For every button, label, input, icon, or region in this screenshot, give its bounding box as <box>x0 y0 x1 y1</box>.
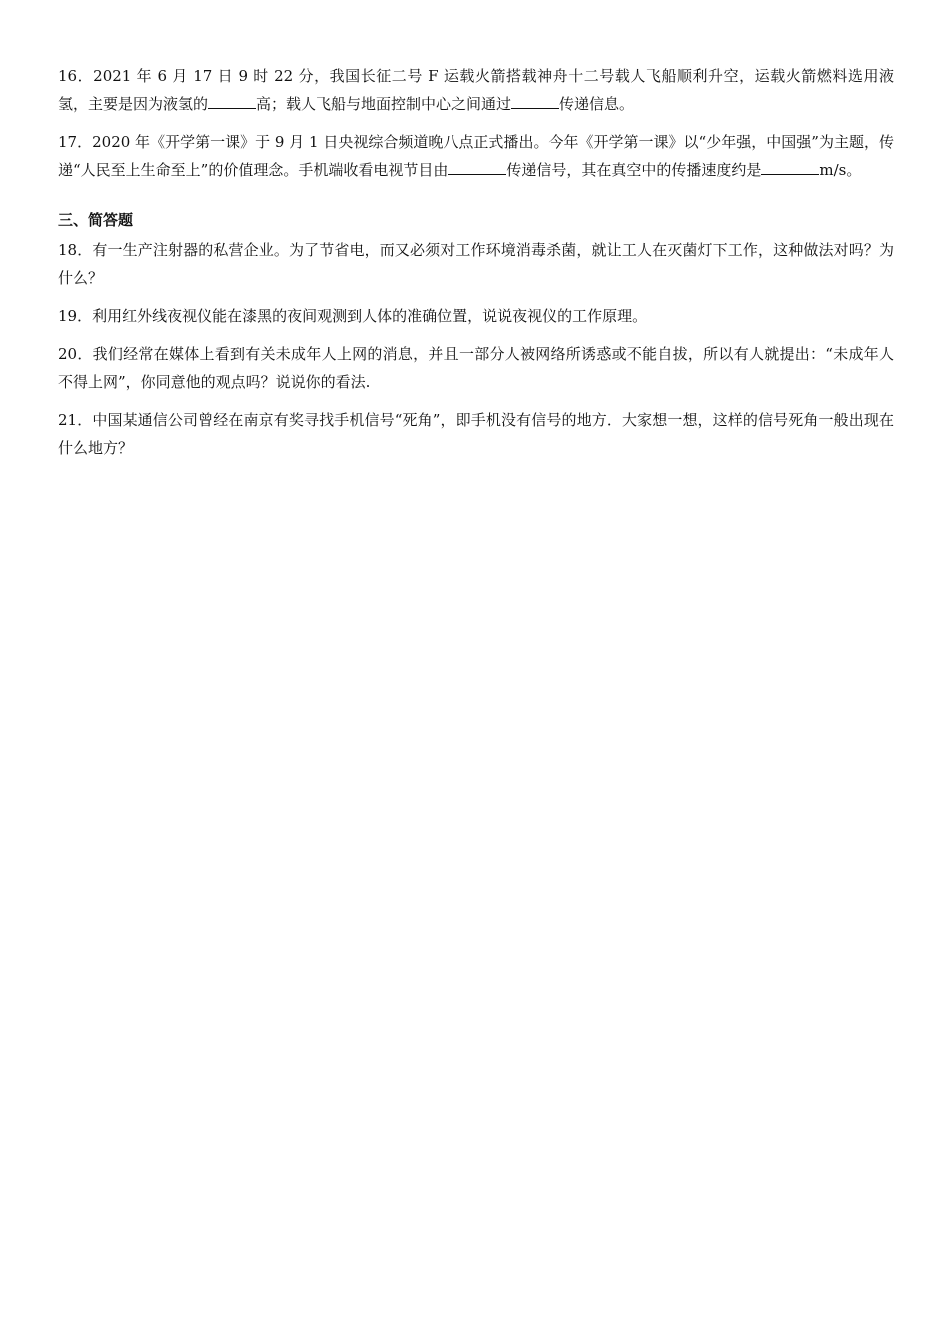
question-20 <box>58 340 894 396</box>
question-number: 20． <box>58 345 93 363</box>
question-text: 高；载人飞船与地面控制中心之间通过 <box>256 95 512 113</box>
section-heading: 三、简答题 <box>58 211 134 229</box>
question-text: 利用红外线夜视仪能在漆黑的夜间观测到人体的准确位置，说说夜视仪的工作原理。 <box>92 307 648 325</box>
question-number: 18． <box>58 241 93 259</box>
question-text: 传递信号，其在真空中的传播速度约是 <box>506 161 762 179</box>
question-16 <box>58 62 894 118</box>
question-number: 16． <box>58 67 94 85</box>
question-17 <box>58 128 894 184</box>
question-19 <box>58 302 894 330</box>
question-18 <box>58 236 894 292</box>
question-number: 21． <box>58 411 93 429</box>
answer-blank[interactable] <box>208 92 256 109</box>
question-number: 17． <box>58 133 93 151</box>
question-text: 我们经常在媒体上看到有关未成年人上网的消息，并且一部分人被网络所诱惑或不能自拔，所以有人就提出：“未成年人不得上网”，你同意他的观点吗？说说你的看法. <box>58 345 894 391</box>
question-text: 中国某通信公司曾经在南京有奖寻找手机信号“死角”，即手机没有信号的地方．大家想一想，这样的信号死角一般出现在什么地方？ <box>58 411 894 457</box>
answer-blank[interactable] <box>761 158 819 175</box>
question-text: 传递信息。 <box>559 95 635 113</box>
answer-blank[interactable] <box>448 158 506 175</box>
document-page <box>58 62 894 472</box>
question-21 <box>58 406 894 462</box>
answer-blank[interactable] <box>511 92 559 109</box>
question-text: m/s。 <box>819 161 862 179</box>
question-text: 2021 年 6 月 17 日 9 时 22 分，我国长征二号 F 运载火箭搭载神舟十二号载人飞船顺利升空，运载火箭燃料选用液氢，主要是因为液氢的 <box>58 67 894 113</box>
question-text: 2020 年《开学第一课》于 9 月 1 日央视综合频道晚八点正式播出。今年《开学第一课》以“少年强，中国强”为主题，传递“人民至上生命至上”的价值理念。手机端收看电视节目由 <box>58 133 894 179</box>
question-text: 有一生产注射器的私营企业。为了节省电，而又必须对工作环境消毒杀菌，就让工人在灭菌灯下工作，这种做法对吗？为什么？ <box>58 241 894 287</box>
question-number: 19． <box>58 307 93 325</box>
